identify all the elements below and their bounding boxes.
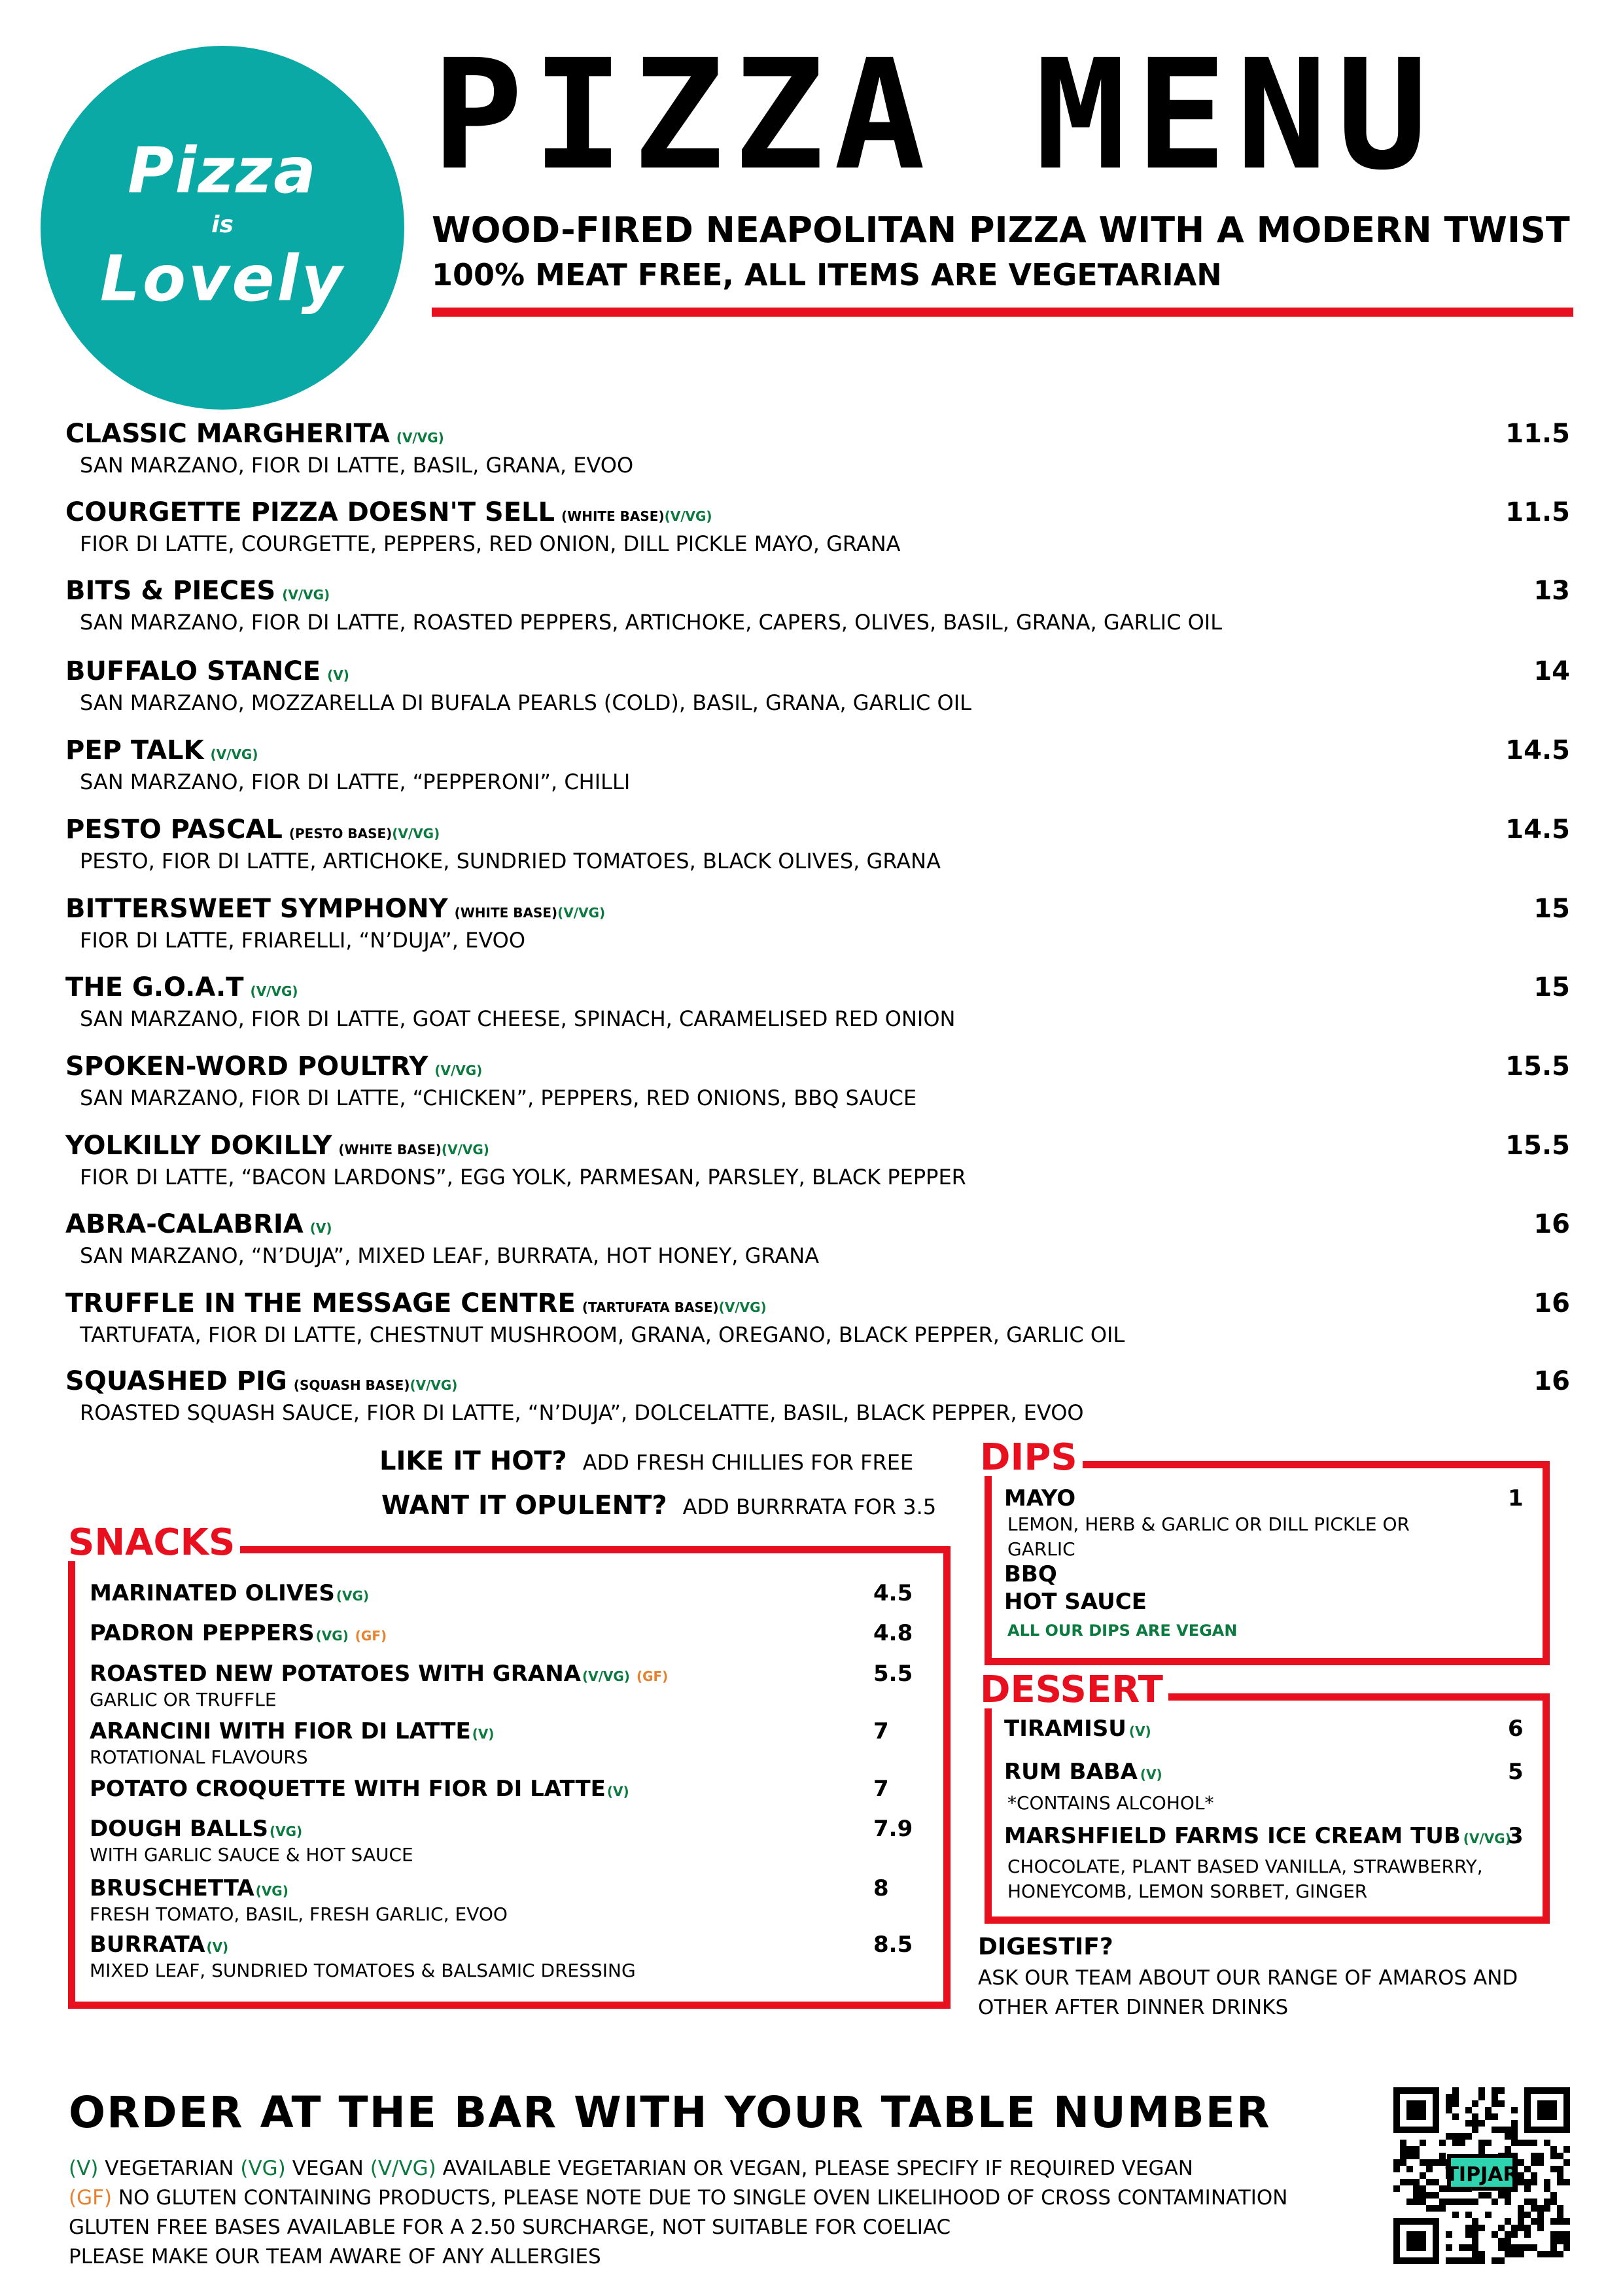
menu-subtitle: WOOD-FIRED NEAPOLITAN PIZZA WITH A MODERN TWIST — [432, 209, 1570, 251]
pizza-price: 15 — [1533, 894, 1570, 924]
pizza-description: SAN MARZANO, “N’DUJA”, MIXED LEAF, BURRATA, HOT HONEY, GRANA — [80, 1243, 820, 1268]
pizza-diet: (V/VG) — [410, 1377, 458, 1393]
pizza-price: 14.5 — [1505, 815, 1570, 845]
snack-item — [90, 1816, 302, 1842]
dips-vegan-note: ALL OUR DIPS ARE VEGAN — [1007, 1621, 1238, 1640]
logo-line-1: Pizza — [128, 134, 317, 207]
dips-heading: DIPS — [975, 1439, 1083, 1476]
pizza-name-text: TRUFFLE IN THE MESSAGE CENTRE — [65, 1288, 576, 1318]
snack-diet: (VG) — [336, 1588, 370, 1604]
snack-price: 4.8 — [873, 1620, 913, 1646]
pizza-name — [65, 1051, 482, 1082]
snack-name: ARANCINI WITH FIOR DI LATTE — [90, 1718, 471, 1744]
snack-item — [90, 1718, 494, 1744]
dip-mayo-desc-1: LEMON, HERB & GARLIC OR DILL PICKLE OR — [1007, 1513, 1410, 1535]
dessert-price: 5 — [1508, 1759, 1524, 1785]
pizza-diet: (V/VG) — [557, 905, 606, 921]
dessert-heading: DESSERT — [975, 1672, 1168, 1708]
dessert-name: MARSHFIELD FARMS ICE CREAM TUB — [1004, 1823, 1461, 1849]
snack-diet: (VG) — [255, 1883, 288, 1899]
dessert-price: 3 — [1508, 1823, 1524, 1849]
tipjar-qr-code[interactable] — [1393, 2087, 1570, 2264]
pizza-base: (WHITE BASE) — [338, 1142, 442, 1157]
logo-badge — [41, 46, 404, 410]
pizza-name-text: ABRA-CALABRIA — [65, 1209, 304, 1239]
dessert-diet: (V) — [1140, 1767, 1162, 1782]
pizza-description: TARTUFATA, FIOR DI LATTE, CHESTNUT MUSHROOM, GRANA, OREGANO, BLACK PEPPER, GARLIC OIL — [80, 1322, 1125, 1347]
dip-mayo-price: 1 — [1508, 1485, 1524, 1511]
pizza-base: (WHITE BASE) — [561, 508, 665, 524]
legend-vg-tag: (VG) — [240, 2157, 286, 2180]
snack-price: 5.5 — [873, 1661, 913, 1687]
rum-baba-note: *CONTAINS ALCOHOL* — [1007, 1792, 1214, 1814]
snack-item — [90, 1580, 369, 1606]
pizza-price: 15.5 — [1505, 1051, 1570, 1082]
pizza-name — [65, 1288, 767, 1318]
dip-bbq: BBQ — [1004, 1561, 1057, 1587]
pizza-name — [65, 419, 444, 449]
pizza-name — [65, 894, 605, 924]
pizza-diet: (V/VG) — [664, 508, 712, 524]
ice-cream-desc-1: CHOCOLATE, PLANT BASED VANILLA, STRAWBERRY, — [1007, 1856, 1483, 1877]
legend-vvg-text: AVAILABLE VEGETARIAN OR VEGAN, PLEASE SPECIFY IF REQUIRED VEGAN — [442, 2157, 1193, 2180]
snack-description: FRESH TOMATO, BASIL, FRESH GARLIC, EVOO — [90, 1903, 508, 1925]
ice-cream-desc-2: HONEYCOMB, LEMON SORBET, GINGER — [1007, 1881, 1368, 1902]
pizza-description: SAN MARZANO, FIOR DI LATTE, GOAT CHEESE, SPINACH, CARAMELISED RED ONION — [80, 1006, 956, 1031]
snack-name: BRUSCHETTA — [90, 1875, 254, 1901]
snack-diet: (V/VG) — [582, 1669, 630, 1684]
header-divider — [432, 308, 1573, 317]
pizza-name-text: PESTO PASCAL — [65, 815, 283, 845]
pizza-description: SAN MARZANO, FIOR DI LATTE, BASIL, GRANA, EVOO — [80, 453, 634, 478]
pizza-diet: (V/VG) — [282, 587, 330, 603]
pizza-name — [65, 1209, 332, 1239]
pizza-diet: (V) — [327, 667, 349, 683]
pizza-diet: (V/VG) — [210, 747, 258, 762]
snack-name: PADRON PEPPERS — [90, 1620, 315, 1646]
pizza-description: PESTO, FIOR DI LATTE, ARTICHOKE, SUNDRIED TOMATOES, BLACK OLIVES, GRANA — [80, 849, 941, 874]
pizza-base: (SQUASH BASE) — [293, 1377, 410, 1393]
snack-name: BURRATA — [90, 1932, 205, 1958]
pizza-price: 11.5 — [1505, 419, 1570, 449]
dessert-diet: (V/VG) — [1463, 1831, 1511, 1846]
pizza-diet: (V/VG) — [396, 430, 444, 446]
digestif-heading: DIGESTIF? — [978, 1934, 1113, 1960]
snack-item — [90, 1776, 629, 1802]
snack-name: DOUGH BALLS — [90, 1816, 268, 1842]
order-instruction: ORDER AT THE BAR WITH YOUR TABLE NUMBER — [69, 2087, 1271, 2138]
pizza-price: 16 — [1533, 1288, 1570, 1318]
snack-name: MARINATED OLIVES — [90, 1580, 335, 1606]
snack-description: WITH GARLIC SAUCE & HOT SAUCE — [90, 1844, 413, 1865]
digestif-line-1: ASK OUR TEAM ABOUT OUR RANGE OF AMAROS AND — [978, 1966, 1518, 1990]
dessert-item — [1004, 1759, 1162, 1785]
pizza-diet: (V/VG) — [434, 1063, 483, 1078]
snack-name: POTATO CROQUETTE WITH FIOR DI LATTE — [90, 1776, 606, 1802]
snack-name: ROASTED NEW POTATOES WITH GRANA — [90, 1661, 581, 1687]
pizza-price: 13 — [1533, 576, 1570, 606]
snack-price: 4.5 — [873, 1580, 913, 1606]
legend-v-tag: (V) — [69, 2157, 99, 2180]
qr-label: TIPJAR — [1445, 2163, 1518, 2186]
dessert-name: TIRAMISU — [1004, 1716, 1126, 1742]
dip-mayo-desc-2: GARLIC — [1007, 1538, 1075, 1560]
snack-price: 7 — [873, 1718, 889, 1744]
legend-v-text: VEGETARIAN — [105, 2157, 234, 2180]
pizza-base: (WHITE BASE) — [454, 905, 558, 921]
page-title: PIZZA MENU — [432, 27, 1437, 203]
pizza-diet: (V/VG) — [718, 1299, 767, 1315]
pizza-description: SAN MARZANO, FIOR DI LATTE, “PEPPERONI”, CHILLI — [80, 769, 631, 794]
snack-diet: (V) — [206, 1939, 229, 1955]
dip-hot-sauce: HOT SAUCE — [1004, 1589, 1147, 1615]
dip-mayo: MAYO — [1004, 1485, 1076, 1511]
snack-diet: (VG) — [315, 1628, 349, 1644]
legend-line-4: PLEASE MAKE OUR TEAM AWARE OF ANY ALLERGIES — [69, 2245, 601, 2269]
pizza-description: ROASTED SQUASH SAUCE, FIOR DI LATTE, “N’DUJA”, DOLCELATTE, BASIL, BLACK PEPPER, EVOO — [80, 1400, 1084, 1425]
legend-gf-tag: (GF) — [69, 2186, 113, 2210]
pizza-diet: (V/VG) — [250, 983, 298, 999]
dessert-name: RUM BABA — [1004, 1759, 1138, 1785]
snack-diet: (V) — [472, 1726, 495, 1742]
legend-line-1 — [69, 2157, 1193, 2180]
legend-line-2 — [69, 2186, 1287, 2210]
pizza-base: (PESTO BASE) — [288, 826, 393, 841]
pizza-name — [65, 497, 712, 527]
pizza-name — [65, 656, 349, 686]
snack-price: 8.5 — [873, 1932, 913, 1958]
pizza-name-text: BUFFALO STANCE — [65, 656, 321, 686]
dessert-price: 6 — [1508, 1716, 1524, 1742]
pizza-price: 15.5 — [1505, 1131, 1570, 1161]
menu-subtitle-2: 100% MEAT FREE, ALL ITEMS ARE VEGETARIAN — [432, 257, 1222, 292]
pizza-diet: (V/VG) — [392, 826, 440, 841]
legend-gf-text: NO GLUTEN CONTAINING PRODUCTS, PLEASE NOTE DUE TO SINGLE OVEN LIKELIHOOD OF CROSS CONTAMINATION — [118, 2186, 1288, 2210]
snack-item — [90, 1875, 288, 1901]
snack-item — [90, 1932, 228, 1958]
snacks-heading: SNACKS — [63, 1525, 240, 1561]
extra-hot — [379, 1446, 913, 1476]
pizza-base: (TARTUFATA BASE) — [582, 1299, 719, 1315]
pizza-price: 16 — [1533, 1209, 1570, 1239]
snack-price: 8 — [873, 1875, 889, 1901]
pizza-price: 11.5 — [1505, 497, 1570, 527]
pizza-name — [65, 1366, 457, 1396]
pizza-description: FIOR DI LATTE, FRIARELLI, “N’DUJA”, EVOO — [80, 928, 526, 953]
pizza-diet: (V) — [309, 1220, 332, 1236]
pizza-description: FIOR DI LATTE, “BACON LARDONS”, EGG YOLK, PARMESAN, PARSLEY, BLACK PEPPER — [80, 1165, 966, 1190]
snack-description: MIXED LEAF, SUNDRIED TOMATOES & BALSAMIC DRESSING — [90, 1960, 636, 1981]
extra-hot-label: LIKE IT HOT? — [379, 1446, 567, 1476]
pizza-name-text: THE G.O.A.T — [65, 972, 244, 1002]
pizza-name-text: SQUASHED PIG — [65, 1366, 287, 1396]
pizza-name — [65, 815, 440, 845]
pizza-name-text: CLASSIC MARGHERITA — [65, 419, 390, 449]
snack-description: ROTATIONAL FLAVOURS — [90, 1746, 308, 1768]
pizza-description: SAN MARZANO, MOZZARELLA DI BUFALA PEARLS (COLD), BASIL, GRANA, GARLIC OIL — [80, 690, 971, 715]
pizza-name-text: BITTERSWEET SYMPHONY — [65, 894, 448, 924]
legend-vg-text: VEGAN — [292, 2157, 364, 2180]
snack-item — [90, 1661, 668, 1687]
pizza-price: 16 — [1533, 1366, 1570, 1396]
snack-diet: (VG) — [269, 1824, 303, 1839]
snack-price: 7.9 — [873, 1816, 913, 1842]
pizza-name — [65, 972, 298, 1002]
logo-line-3: Lovely — [99, 242, 345, 315]
extra-opulent-text: ADD BURRRATA FOR 3.5 — [682, 1494, 937, 1519]
digestif-line-2: OTHER AFTER DINNER DRINKS — [978, 1996, 1289, 2019]
pizza-name-text: PEP TALK — [65, 735, 204, 766]
pizza-price: 14.5 — [1505, 735, 1570, 766]
pizza-name-text: SPOKEN-WORD POULTRY — [65, 1051, 428, 1082]
pizza-name-text: COURGETTE PIZZA DOESN'T SELL — [65, 497, 555, 527]
snack-description: GARLIC OR TRUFFLE — [90, 1689, 277, 1710]
pizza-name-text: BITS & PIECES — [65, 576, 276, 606]
pizza-description: SAN MARZANO, FIOR DI LATTE, “CHICKEN”, PEPPERS, RED ONIONS, BBQ SAUCE — [80, 1086, 917, 1110]
legend-line-3: GLUTEN FREE BASES AVAILABLE FOR A 2.50 SURCHARGE, NOT SUITABLE FOR COELIAC — [69, 2216, 951, 2239]
dessert-item — [1004, 1716, 1151, 1742]
snack-item — [90, 1620, 387, 1646]
logo-line-2: is — [211, 211, 234, 238]
pizza-price: 15 — [1533, 972, 1570, 1002]
pizza-name — [65, 1131, 489, 1161]
pizza-description: SAN MARZANO, FIOR DI LATTE, ROASTED PEPPERS, ARTICHOKE, CAPERS, OLIVES, BASIL, GRANA, GARLIC OIL — [80, 610, 1223, 635]
pizza-price: 14 — [1533, 656, 1570, 686]
dessert-diet: (V) — [1128, 1723, 1151, 1739]
snack-gf: (GF) — [636, 1669, 669, 1684]
pizza-diet: (V/VG) — [441, 1142, 489, 1157]
pizza-name — [65, 576, 330, 606]
snack-diet: (V) — [606, 1784, 629, 1799]
dessert-item — [1004, 1823, 1511, 1849]
pizza-name — [65, 735, 258, 766]
pizza-name-text: YOLKILLY DOKILLY — [65, 1131, 332, 1161]
snack-price: 7 — [873, 1776, 889, 1802]
extra-opulent-label: WANT IT OPULENT? — [381, 1491, 667, 1521]
extra-hot-text: ADD FRESH CHILLIES FOR FREE — [582, 1450, 914, 1475]
snack-gf: (GF) — [355, 1628, 387, 1644]
legend-vvg-tag: (V/VG) — [370, 2157, 436, 2180]
pizza-description: FIOR DI LATTE, COURGETTE, PEPPERS, RED ONION, DILL PICKLE MAYO, GRANA — [80, 531, 901, 556]
extra-opulent — [381, 1491, 936, 1521]
